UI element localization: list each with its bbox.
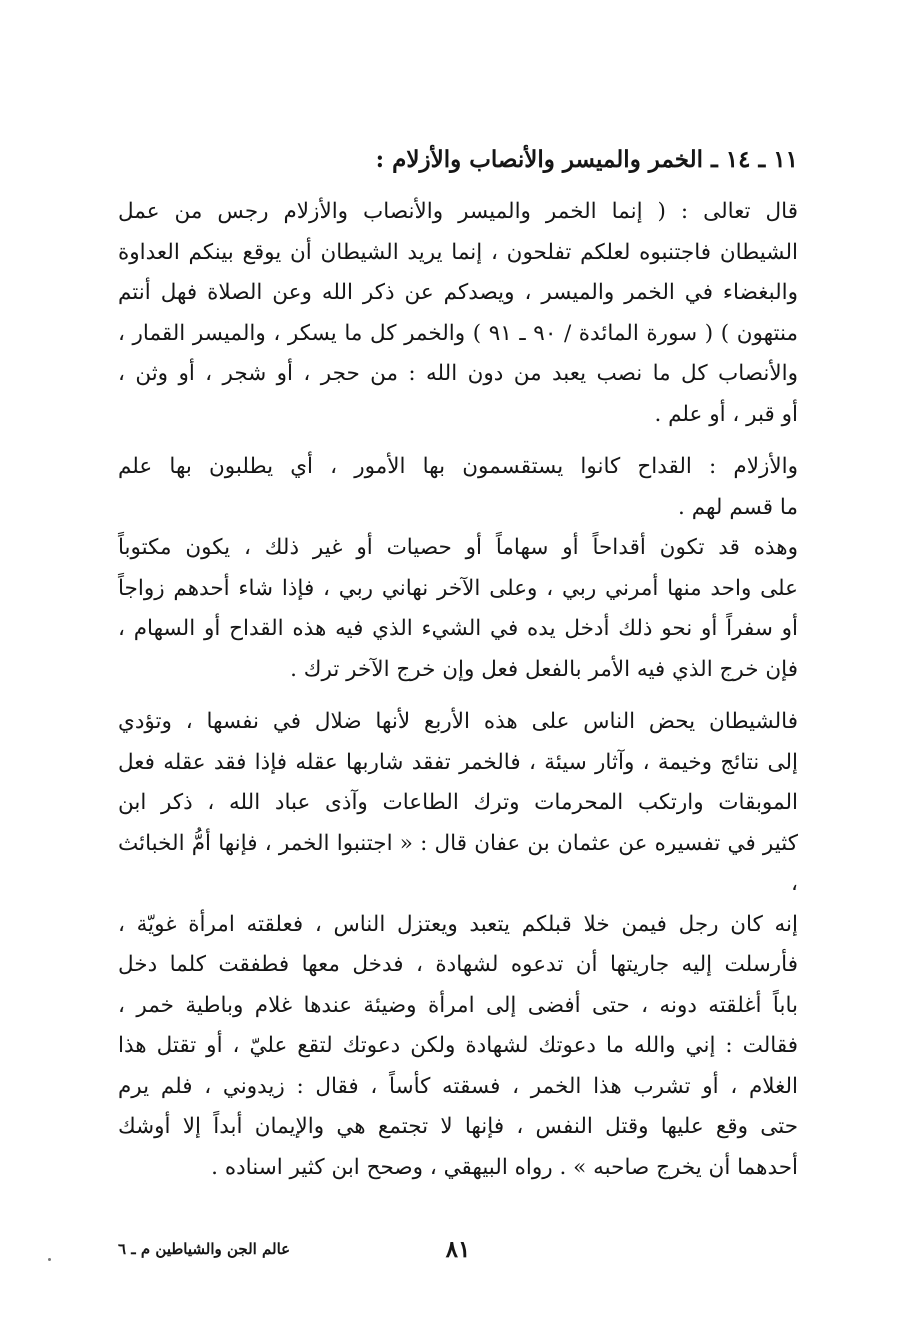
book-signature-label: عالم الجن والشياطين م ـ ٦ [118,1240,291,1258]
text-line: إنه كان رجل فيمن خلا قبلكم يتعبد ويعتزل الناس ، فعلقته امرأة غويّة ، [118,911,798,937]
text-line: فإن خرج الذي فيه الأمر بالفعل فعل وإن خرج الآخر ترك . [290,656,798,682]
text-line: فالشيطان يحض الناس على هذه الأربع لأنها ضلال في نفسها ، وتؤدي [118,709,798,734]
paragraph-aqdah [118,528,798,690]
paragraph-verse [118,192,798,435]
text-line: منتهون ) ( سورة المائدة / ٩٠ ـ ٩١ ) والخمر كل ما يسكر ، والميسر القمار ، [118,320,799,346]
text-line: أو قبر ، أو علم . [654,401,798,427]
text-line: على واحد منها أمرني ربي ، وعلى الآخر نهاني ربي ، فإذا شاء أحدهم زواجاً [118,575,798,601]
text-line: الغلام ، أو تشرب هذا الخمر ، فسقته كأساً ، فقال : زيدوني ، فلم يرم [118,1073,798,1099]
text-line: فأرسلت إليه جاريتها أن تدعوه لشهادة ، فدخل معها فطفقت كلما دخل [118,952,798,977]
text-line: والبغضاء في الخمر والميسر ، ويصدكم عن ذكر الله وعن الصلاة فهل أنتم [118,280,798,305]
text-line: قال تعالى : ( إنما الخمر والميسر والأنصاب والأزلام رجس من عمل [118,199,798,224]
page-body [118,138,798,1188]
text-line: وهذه قد تكون أقداحاً أو سهاماً أو حصيات أو غير ذلك ، يكون مكتوباً [118,535,798,560]
text-line: باباً أغلقته دونه ، حتى أفضى إلى امرأة وضيئة عندها غلام وباطية خمر ، [118,992,798,1018]
text-line: والأنصاب كل ما نصب يعبد من دون الله : من حجر ، أو شجر ، أو وثن ، [118,361,798,386]
paragraph-shaytan [118,702,798,1188]
section-heading: ١١ ـ ١٤ ـ الخمر والميسر والأنصاب والأزلام : [375,146,798,173]
text-line: الشيطان فاجتنبوه لعلكم تفلحون ، إنما يريد الشيطان أن يوقع بينكم العداوة [118,239,798,265]
text-line: والأزلام : القداح كانوا يستقسمون بها الأمور ، أي يطلبون بها علم [118,454,798,479]
text-line: أحدهما أن يخرج صاحبه » . رواه البيهقي ، وصحح ابن كثير اسناده . [211,1154,798,1180]
text-line: كثير في تفسيره عن عثمان بن عفان قال : « اجتنبوا الخمر ، فإنها أمُّ الخبائث ، [118,830,798,896]
paragraph-azlam [118,447,798,528]
text-line: حتى وقع عليها وقتل النفس ، فإنها لا تجتمع هي والإيمان أبداً إلا أوشك [118,1114,798,1139]
text-line: ما قسم لهم . [678,494,798,520]
scan-speck [48,1258,51,1261]
text-line: أو سفراً أو نحو ذلك أدخل يده في الشيء الذي فيه هذه القداح أو السهام ، [118,616,798,641]
text-line: الموبقات وارتكب المحرمات وترك الطاعات وآذى عباد الله ، ذكر ابن [118,790,798,815]
text-line: إلى نتائج وخيمة ، وآثار سيئة ، فالخمر تفقد شاربها عقله فإذا فقد عقله فعل [118,749,798,775]
text-line: فقالت : إني والله ما دعوتك لشهادة ولكن دعوتك لتقع عليّ ، أو تقتل هذا [118,1033,798,1058]
page-number: ٨١ [445,1236,471,1263]
page-footer [118,1236,798,1270]
